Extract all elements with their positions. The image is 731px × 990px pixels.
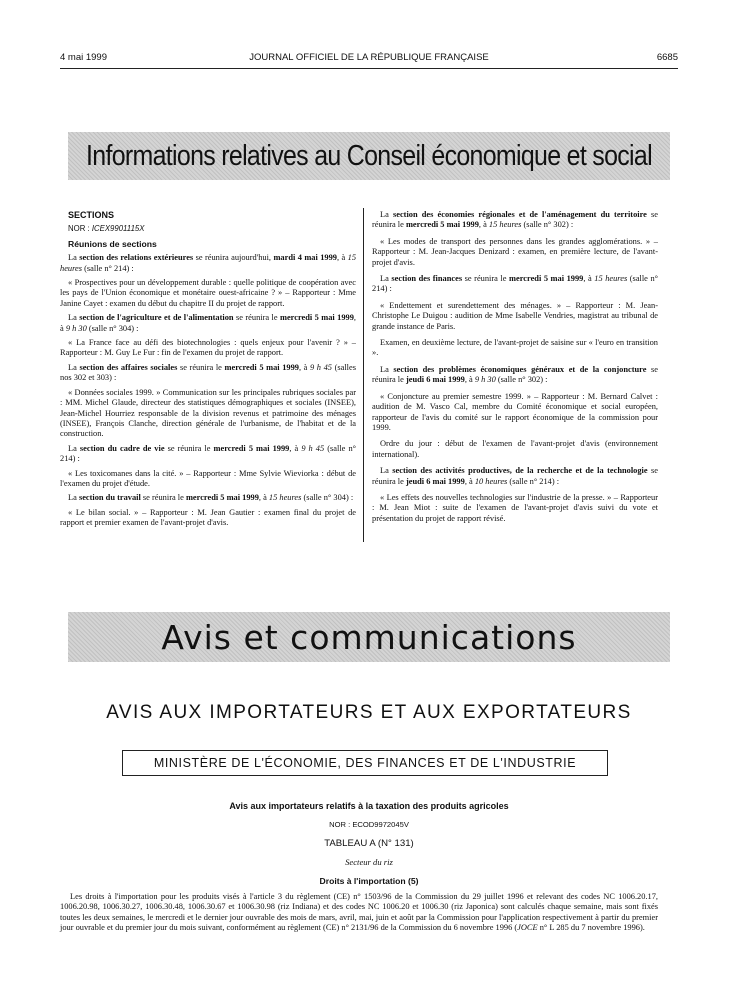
header-page-number: 6685: [656, 52, 678, 63]
notice-sector: Secteur du riz: [345, 857, 393, 867]
banner-ces: [68, 132, 670, 180]
left-agenda-2: « La France face au défi des biotechnologies : quels enjeux pour l'avenir ? » – Rapporteur : M. Guy Le Fur : fin de l'examen du projet de rapport.: [60, 338, 356, 358]
right-agenda-4: « Les effets des nouvelles technologies sur l'industrie de la presse. » – Rapporteur : M. Jean Miot : suite de l'examen de l'avant-projet d'avis suivi du vote et présentation du projet de rapport révisé.: [372, 492, 658, 523]
right-section-3: La section des problèmes économiques généraux et de la conjoncture se réunira le jeudi 6 mai 1999, à 9 h 30 (salle n° 302) :: [372, 364, 658, 385]
ministry-name: MINISTÈRE DE L'ÉCONOMIE, DES FINANCES ET DE L'INDUSTRIE: [153, 756, 577, 770]
ministry-box: [122, 750, 608, 776]
left-agenda-5: « Le bilan social. » – Rapporteur : M. Jean Gautier : examen final du projet de rapport et premier examen de l'avant-projet d'avis.: [60, 507, 356, 528]
sections-subtitle: Réunions de sections: [68, 238, 157, 249]
left-agenda-4: « Les toxicomanes dans la cité. » – Rapporteur : Mme Sylvie Wieviorka : début de l'examen du projet d'étude.: [60, 468, 356, 488]
left-section-5: La section du travail se réunira le mercredi 5 mai 1999, à 15 heures (salle n° 304) :: [68, 493, 354, 503]
left-section-4: La section du cadre de vie se réunira le mercredi 5 mai 1999, à 9 h 45 (salle n° 214) :: [60, 443, 356, 464]
header-journal: JOURNAL OFFICIEL DE LA RÉPUBLIQUE FRANÇAISE: [249, 52, 489, 63]
notice-nor: NOR : ECOD9972045V: [329, 820, 409, 829]
notice-paragraph: Les droits à l'importation pour les produits visés à l'article 3 du règlement (CE) n° 1503/96 de la Commission du 29 juillet 1996 et relevant des codes NC 1006.20.17, 1006.20.98, 1006.30.27, 1006.30.48, 1006.30.67 et 1006.30.98 (riz Indiana) et des codes NC 1006.20 et 1006.30 (riz Japonica) sont calculés chaque semaine, mais sont fixés toutes les deux semaines, le mercredi et le dernier jour ouvrable des mois de mars, avril, mai, juin et août par la Commission pour l'application respectivement à partir du premier jour ouvrable et du premier jour du mois suivant, conformément au règlement (CE) n° 2131/96 de la Commission du 6 novembre 1996 (JOCE n° L 285 du 7 novembre 1996).: [60, 892, 658, 933]
left-section-1: La section des relations extérieures se réunira aujourd'hui, mardi 4 mai 1999, à 15 heures (salle n° 214) :: [60, 253, 356, 273]
running-header: [60, 52, 678, 68]
notice-heading: Droits à l'importation (5): [319, 876, 419, 886]
right-agenda-3: « Conjoncture au premier semestre 1999. » – Rapporteur : M. Bernard Calvet : audition de M. Vasco Cal, membre du Comité économique et social européen, rapporteur de l'avis du comité sur le rapport économique de la commission pour 1999.: [372, 391, 658, 432]
right-column: [372, 210, 658, 528]
right-agenda-1: « Les modes de transport des personnes dans les grandes agglomérations. » – Rapporteur : M. Jean-Jacques Denizard : examen, en première lecture, de l'avant-projet d'avis.: [372, 236, 658, 267]
sections-title: SECTIONS: [68, 210, 115, 220]
header-date: 4 mai 1999: [60, 52, 108, 63]
right-agenda-2: « Endettement et surendettement des ménages. » – Rapporteur : M. Jean-Christophe Le Duigou : audition de Mme Isabelle Vendries, magistrat au tribunal de grande instance de Paris.: [372, 300, 658, 331]
left-agenda-1: « Prospectives pour un développement durable : quelle politique de coopération avec les pays de l'Union économique et monétaire ouest-africaine ? » – Rapporteur : Mme Janine Cayet : examen du début du chapitre II du projet de rapport.: [60, 278, 356, 308]
column-divider: [363, 208, 364, 542]
right-agenda-3b: Ordre du jour : début de l'examen de l'avant-projet d'avis (environnement international).: [372, 439, 658, 459]
left-section-3: La section des affaires sociales se réunira le mercredi 5 mai 1999, à 9 h 45 (salles nos 302 et 303) :: [60, 362, 356, 383]
header-rule: [60, 68, 678, 69]
left-column: [60, 210, 356, 533]
nor-code: ICEX9901115X: [91, 224, 145, 234]
notice-table: TABLEAU A (N° 131): [324, 838, 414, 849]
nor-label: NOR :: [68, 224, 90, 234]
right-section-4: La section des activités productives, de la recherche et de la technologie se réunira le jeudi 6 mai 1999, à 10 heures (salle n° 214) :: [372, 466, 658, 486]
banner-avis-text: Avis et communications: [161, 617, 577, 657]
left-agenda-3: « Données sociales 1999. » Communication sur les principales rubriques sociales par : MM. Michel Glaude, directeur des statistiques démographiques et sociales (INSEE), Jean-Michel Hourriez responsable de la division revenus et patrimoine des ménages (INSEE), François Clanche, direction générale de l'urbanisme, de l'habitat et de la construction.: [60, 387, 356, 439]
banner-avis: [68, 612, 670, 662]
left-section-2: La section de l'agriculture et de l'alimentation se réunira le mercredi 5 mai 1999, à 9 h 30 (salle n° 304) :: [60, 313, 356, 333]
avis-title: AVIS AUX IMPORTATEURS ET AUX EXPORTATEURS: [106, 702, 632, 723]
notice-title: Avis aux importateurs relatifs à la taxation des produits agricoles: [229, 801, 509, 811]
right-section-1: La section des économies régionales et de l'aménagement du territoire se réunira le mercredi 5 mai 1999, à 15 heures (salle n° 302) :: [372, 210, 659, 230]
right-section-2: La section des finances se réunira le mercredi 5 mai 1999, à 15 heures (salle n° 214) :: [372, 274, 658, 294]
sections-nor: [60, 224, 356, 234]
banner-ces-text: Informations relatives au Conseil économique et social: [86, 139, 652, 172]
right-agenda-2b: Examen, en deuxième lecture, de l'avant-projet de saisine sur « l'euro en transition ».: [372, 338, 658, 358]
